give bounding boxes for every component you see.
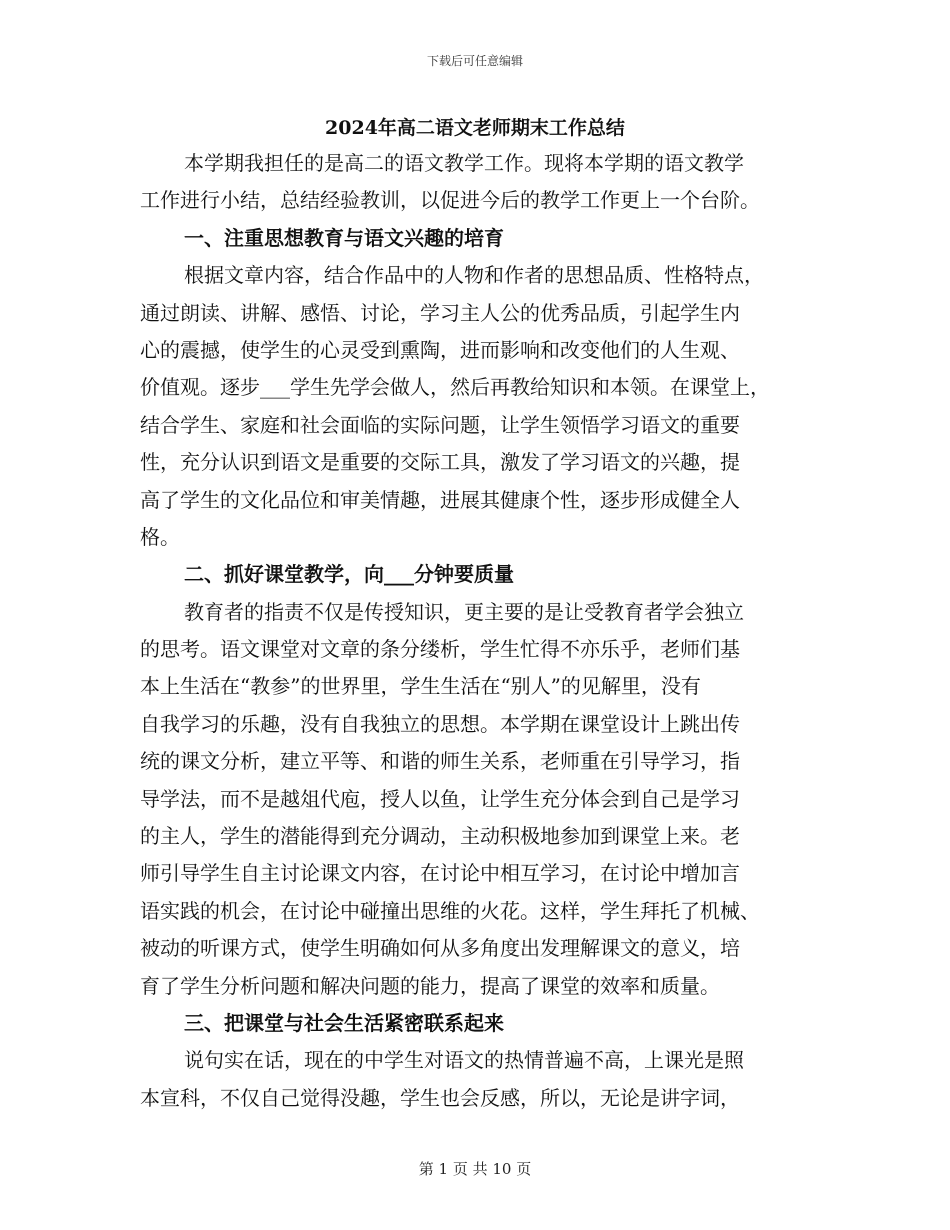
body-line: 根据文章内容，结合作品中的人物和作者的思想品质、性格特点， bbox=[184, 263, 764, 288]
document-title: 2024年高二语文老师期末工作总结 bbox=[325, 117, 625, 139]
page-header: 下载后可任意编辑 bbox=[426, 54, 523, 68]
body-line: 的思考。语文课堂对文章的条分缕析，学生忙得不亦乐乎，老师们基 bbox=[140, 637, 740, 662]
body-line: 统的课文分析，建立平等、和谐的师生关系，老师重在引导学习，指 bbox=[140, 749, 740, 774]
body-line: 心的震撼，使学生的心灵受到熏陶，进而影响和改变他们的人生观、 bbox=[140, 337, 740, 362]
body-line: 本宣科，不仅自己觉得没趣，学生也会反感，所以，无论是讲字词， bbox=[140, 1085, 740, 1110]
document-body bbox=[140, 145, 812, 1117]
body-line: 被动的听课方式，使学生明确如何从多角度出发理解课文的意义，培 bbox=[140, 936, 740, 961]
body-line: 导学法，而不是越俎代庖，授人以鱼，让学生充分体会到自己是学习 bbox=[140, 786, 740, 811]
section-heading-2: 二、抓好课堂教学，向___分钟要质量 bbox=[184, 562, 514, 587]
body-line: 格。 bbox=[140, 524, 180, 549]
body-line: 说句实在话，现在的中学生对语文的热情普遍不高，上课光是照 bbox=[184, 1048, 744, 1073]
body-line: 语实践的机会，在讨论中碰撞出思维的火花。这样，学生拜托了机械、 bbox=[140, 898, 760, 923]
body-line: 本上生活在“教参”的世界里，学生生活在“别人”的见解里，没有 bbox=[140, 674, 701, 699]
body-line: 本学期我担任的是高二的语文教学工作。现将本学期的语文教学 bbox=[184, 151, 744, 175]
page-footer: 第 1 页 共 10 页 bbox=[418, 1160, 532, 1178]
body-line: 的主人，学生的潜能得到充分调动，主动积极地参加到课堂上来。老 bbox=[140, 824, 740, 849]
body-line: 结合学生、家庭和社会面临的实际问题，让学生领悟学习语文的重要 bbox=[140, 412, 740, 437]
section-heading-3: 三、把课堂与社会生活紧密联系起来 bbox=[184, 1010, 504, 1035]
body-line: 工作进行小结，总结经验教训，以促进今后的教学工作更上一个台阶。 bbox=[140, 188, 760, 213]
body-line: 通过朗读、讲解、感悟、讨论，学习主人公的优秀品质，引起学生内 bbox=[140, 300, 740, 325]
section-heading-1: 一、注重思想教育与语文兴趣的培育 bbox=[184, 225, 504, 250]
body-line: 性，充分认识到语文是重要的交际工具，激发了学习语文的兴趣，提 bbox=[140, 450, 740, 475]
body-line: 教育者的指责不仅是传授知识，更主要的是让受教育者学会独立 bbox=[184, 599, 744, 624]
body-line: 育了学生分析问题和解决问题的能力，提高了课堂的效率和质量。 bbox=[140, 973, 720, 998]
body-line: 价值观。逐步___学生先学会做人，然后再教给知识和本领。在课堂上， bbox=[140, 375, 770, 400]
body-line: 自我学习的乐趣，没有自我独立的思想。本学期在课堂设计上跳出传 bbox=[140, 711, 740, 736]
body-line: 师引导学生自主讨论课文内容，在讨论中相互学习，在讨论中增加言 bbox=[140, 861, 740, 886]
body-line: 高了学生的文化品位和审美情趣，进展其健康个性，逐步形成健全人 bbox=[140, 487, 740, 512]
